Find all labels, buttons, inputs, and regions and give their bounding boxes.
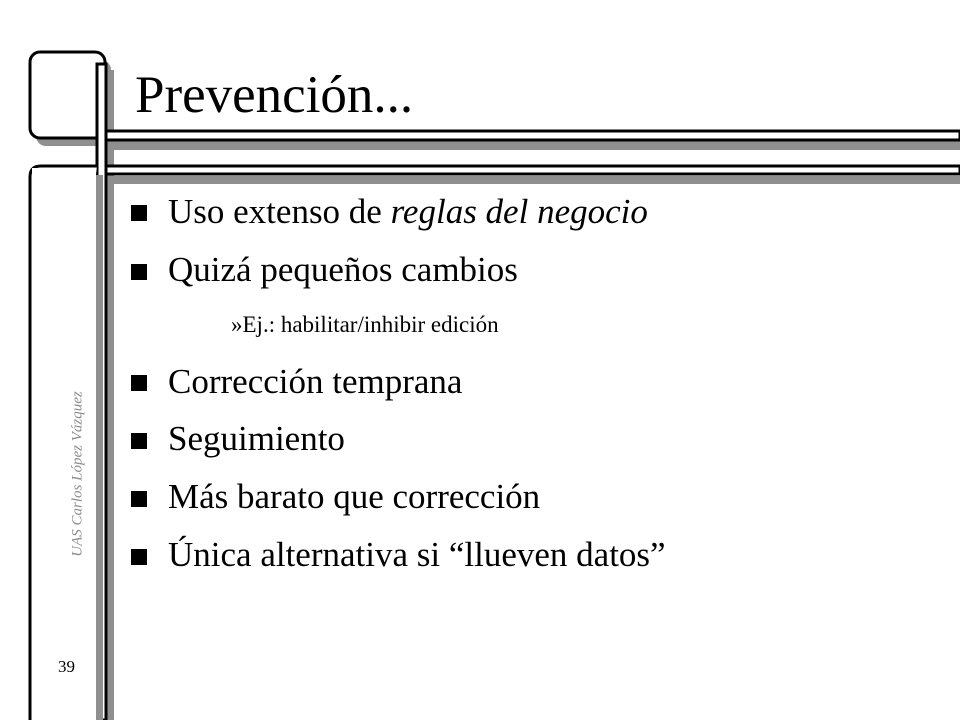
bullet-text-plain: Uso extenso de bbox=[168, 192, 391, 231]
slide-title: Prevención... bbox=[135, 66, 414, 124]
bullet-square-icon bbox=[131, 375, 147, 391]
bullet-square-icon bbox=[131, 549, 147, 565]
bullet-text: Quizá pequeños cambios bbox=[168, 250, 518, 289]
corner-box bbox=[30, 52, 105, 138]
content-bar bbox=[106, 166, 960, 174]
bullet-square-icon bbox=[131, 205, 147, 221]
bullet-square-icon bbox=[131, 264, 147, 280]
page-number: 39 bbox=[58, 657, 75, 676]
bullet-text: Más barato que corrección bbox=[168, 477, 541, 516]
bullet-text: Única alternativa si “llueven datos” bbox=[168, 535, 666, 574]
bullet-text-emphasis: reglas del negocio bbox=[390, 192, 648, 231]
bullet-square-icon bbox=[131, 433, 147, 449]
bullet-square-icon bbox=[131, 491, 147, 507]
title-underline bbox=[106, 131, 960, 140]
bullet-text: Seguimiento bbox=[168, 419, 345, 458]
author-vertical-text: UAS Carlos López Vázquez bbox=[69, 391, 86, 557]
content-bar-shadow bbox=[112, 176, 960, 184]
bullet-text bbox=[168, 192, 648, 232]
sub-bullet-text: »Ej.: habilitar/inhibir edición bbox=[231, 312, 499, 337]
bullet-text: Corrección temprana bbox=[168, 362, 463, 401]
